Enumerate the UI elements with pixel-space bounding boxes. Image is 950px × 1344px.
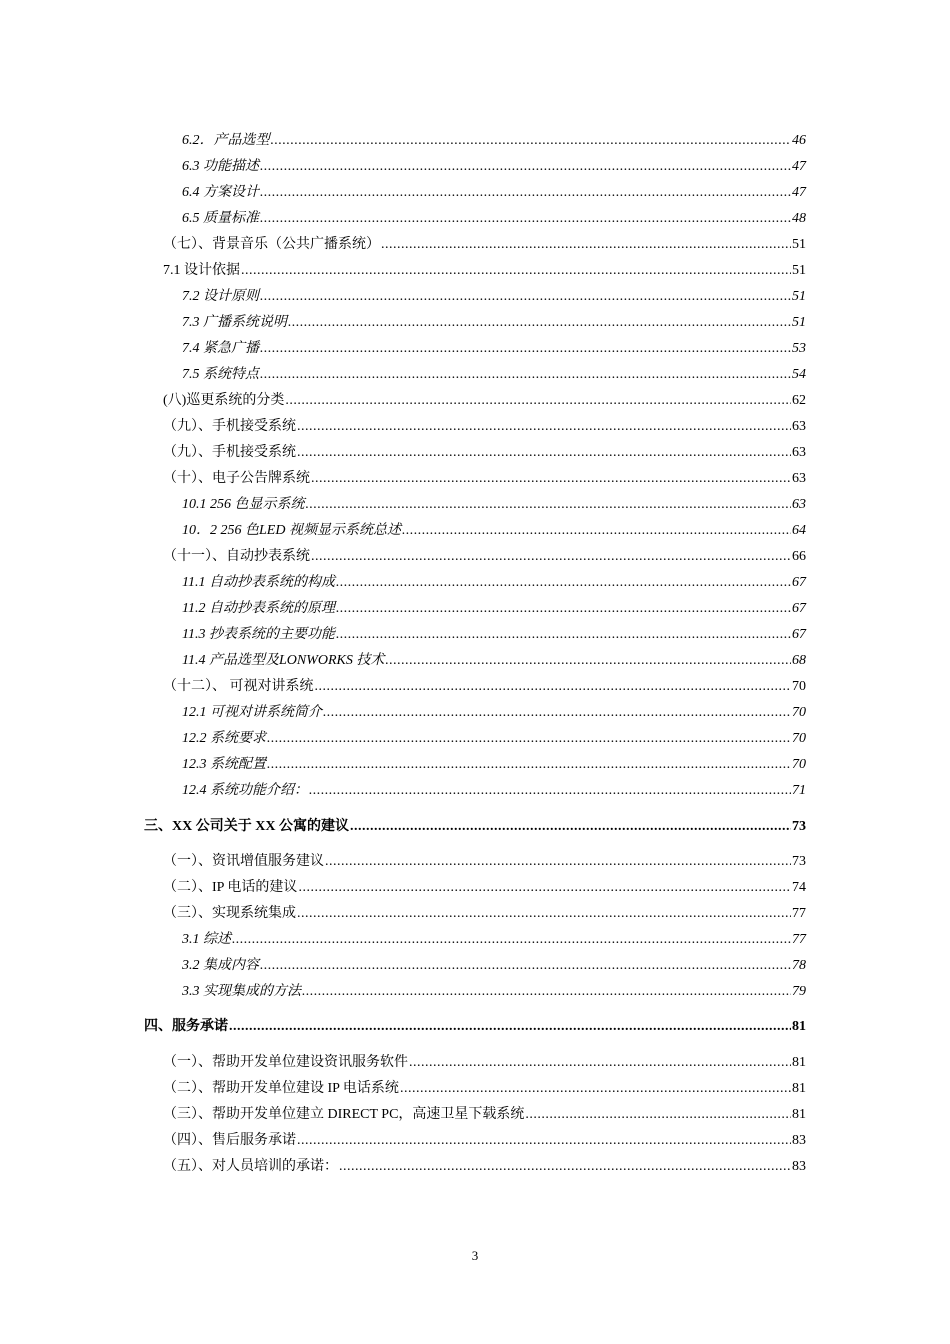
toc-entry[interactable] [182,929,806,949]
toc-entry-label: （十二）、 可视对讲系统 [163,679,314,694]
dot-leader [297,418,791,436]
toc-entry-label: 11.4 产品选型及LONWORKS 技术 [182,653,385,668]
toc-entry-page: 47 [792,159,806,174]
toc-entry-page: 51 [792,263,806,278]
toc-entry-label: （四）、售后服务承诺 [163,1133,296,1148]
dot-leader [339,1158,791,1176]
dot-leader [298,879,791,897]
dot-leader [260,366,791,384]
toc-entry-page: 81 [792,1055,806,1070]
toc-entry-page: 83 [792,1133,806,1148]
toc-entry-label: （三）、实现系统集成 [163,906,296,921]
toc-entry-label: 3.1 综述 [182,932,231,947]
toc-entry-label: （七）、背景音乐（公共广播系统） [163,237,380,252]
toc-entry-label: 11.1 自动抄表系统的构成 [182,575,335,590]
toc-entry[interactable] [182,208,806,228]
toc-entry-label: （五）、对人员培训的承诺： [163,1159,338,1174]
toc-entry[interactable] [182,624,806,644]
toc-entry[interactable] [163,1052,806,1072]
toc-entry[interactable] [182,572,806,592]
dot-leader [306,496,792,514]
toc-entry-label: 11.3 抄表系统的主要功能 [182,627,335,642]
toc-entry-page: 48 [792,211,806,226]
toc-entry-page: 54 [792,367,806,382]
toc-entry-label: 10．2 256 色LED 视频显示系统总述 [182,523,401,538]
toc-entry[interactable] [182,156,806,176]
dot-leader [260,288,791,306]
toc-entry[interactable] [182,364,806,384]
toc-entry-page: 77 [792,906,806,921]
toc-entry[interactable] [182,981,806,1001]
toc-entry-label: 7.1 设计依据 [163,263,240,278]
dot-leader [288,314,791,332]
toc-entry-label: 6.5 质量标准 [182,211,259,226]
dot-leader [267,730,791,748]
toc-entry-page: 70 [792,757,806,772]
dot-leader [271,132,792,150]
toc-entry-page: 78 [792,958,806,973]
toc-entry[interactable] [163,1104,806,1124]
toc-entry-page: 63 [792,419,806,434]
toc-entry[interactable] [163,1078,806,1098]
dot-leader [260,957,791,975]
toc-entry[interactable] [144,1016,806,1036]
toc-entry[interactable] [182,286,806,306]
toc-entry-page: 77 [792,932,806,947]
toc-entry-label: 3.3 实现集成的方法 [182,984,301,999]
dot-leader [260,210,791,228]
toc-entry[interactable] [182,338,806,358]
toc-entry-label: （一）、帮助开发单位建设资讯服务软件 [163,1055,408,1070]
toc-entry-page: 51 [792,237,806,252]
toc-entry-page: 73 [792,854,806,869]
toc-entry-page: 63 [792,497,806,512]
toc-entry-page: 64 [792,523,806,538]
toc-entry[interactable] [182,598,806,618]
toc-entry-page: 79 [792,984,806,999]
toc-entry-page: 63 [792,445,806,460]
dot-leader [285,392,791,410]
toc-entry[interactable] [182,312,806,332]
toc-entry[interactable] [163,1156,806,1176]
dot-leader [311,470,791,488]
toc-entry-label: （九）、手机接受系统 [163,445,296,460]
toc-entry[interactable] [163,234,806,254]
toc-entry[interactable] [163,676,806,696]
dot-leader [267,756,791,774]
toc-entry-label: 6.2．产品选型 [182,133,270,148]
dot-leader [297,905,791,923]
toc-entry-label: （九）、手机接受系统 [163,419,296,434]
toc-entry[interactable] [163,1130,806,1150]
dot-leader [402,522,791,540]
toc-entry[interactable] [163,877,806,897]
toc-entry[interactable] [182,780,806,800]
toc-entry-page: 51 [792,289,806,304]
toc-entry[interactable] [163,903,806,923]
toc-entry-label: （一）、资讯增值服务建议 [163,854,324,869]
toc-entry-page: 62 [792,393,806,408]
toc-entry-page: 81 [792,1019,806,1034]
page-number: 3 [471,1248,479,1263]
toc-entry-label: （二）、帮助开发单位建设 IP 电话系统 [163,1081,399,1096]
toc-entry[interactable] [163,442,806,462]
toc-entry-label: 7.4 紧急广播 [182,341,259,356]
toc-entry[interactable] [163,468,806,488]
dot-leader [311,548,791,566]
toc-entry-label: （十一）、自动抄表系统 [163,549,310,564]
toc-entry-page: 73 [792,819,806,834]
toc-entry-page: 51 [792,315,806,330]
toc-entry-label: 7.5 系统特点 [182,367,259,382]
toc-entry[interactable] [182,494,806,514]
dot-leader [325,853,791,871]
toc-entry-page: 81 [792,1107,806,1122]
toc-entry[interactable] [144,816,806,836]
toc-entry[interactable] [182,130,806,150]
toc-entry[interactable] [182,955,806,975]
toc-entry-label: 10.1 256 色显示系统 [182,497,305,512]
toc-entry-label: 12.3 系统配置 [182,757,266,772]
toc-entry-label: 3.2 集成内容 [182,958,259,973]
toc-entry[interactable] [182,520,806,540]
dot-leader [525,1106,791,1124]
dot-leader [260,184,791,202]
toc-entry-page: 70 [792,679,806,694]
toc-entry-label: (八)巡更系统的分类 [163,393,285,408]
toc-entry-page: 83 [792,1159,806,1174]
toc-entry-page: 74 [792,880,806,895]
dot-leader [409,1054,791,1072]
toc-entry-page: 53 [792,341,806,356]
toc-entry-page: 47 [792,185,806,200]
toc-entry-label: 6.3 功能描述 [182,159,259,174]
dot-leader [260,158,791,176]
toc-entry-label: （三）、帮助开发单位建立 DIRECT PC，高速卫星下载系统 [163,1107,525,1122]
dot-leader [229,1018,791,1036]
toc-entry[interactable] [163,390,806,410]
dot-leader [385,652,791,670]
dot-leader [315,678,792,696]
dot-leader [309,782,791,800]
toc-entry[interactable] [163,260,806,280]
toc-entry-label: 6.4 方案设计 [182,185,259,200]
dot-leader [302,983,791,1001]
toc-entry-page: 70 [792,705,806,720]
dot-leader [336,600,791,618]
toc-entry-page: 81 [792,1081,806,1096]
dot-leader [323,704,791,722]
toc-entry-label: 12.2 系统要求 [182,731,266,746]
toc-entry[interactable] [182,754,806,774]
toc-entry-label: （十）、电子公告牌系统 [163,471,310,486]
toc-entry[interactable] [182,728,806,748]
dot-leader [336,626,791,644]
dot-leader [381,236,791,254]
toc-entry-page: 71 [792,783,806,798]
toc-entry-label: （二）、IP 电话的建议 [163,880,298,895]
toc-entry[interactable] [163,416,806,436]
toc-entry[interactable] [163,851,806,871]
dot-leader [336,574,791,592]
toc-entry-page: 67 [792,575,806,590]
toc-entry[interactable] [182,702,806,722]
toc-entry-page: 46 [792,133,806,148]
toc-entry-page: 63 [792,471,806,486]
dot-leader [350,818,791,836]
toc-entry-page: 70 [792,731,806,746]
toc-entry-label: 12.4 系统功能介绍： [182,783,308,798]
dot-leader [241,262,791,280]
toc-entry-label: 四、服务承诺 [144,1019,228,1034]
toc-entry[interactable] [182,182,806,202]
dot-leader [232,931,791,949]
dot-leader [260,340,791,358]
toc-entry-page: 67 [792,601,806,616]
toc-entry-page: 67 [792,627,806,642]
dot-leader [297,444,791,462]
toc-entry[interactable] [163,546,806,566]
dot-leader [400,1080,791,1098]
toc-entry-label: 11.2 自动抄表系统的原理 [182,601,335,616]
toc-entry-page: 68 [792,653,806,668]
toc-entry[interactable] [182,650,806,670]
toc-entry-label: 三、XX 公司关于 XX 公寓的建议 [144,819,349,834]
toc-entry-label: 12.1 可视对讲系统简介 [182,705,322,720]
toc-entry-label: 7.3 广播系统说明 [182,315,287,330]
toc-entry-label: 7.2 设计原则 [182,289,259,304]
toc-entry-page: 66 [792,549,806,564]
dot-leader [297,1132,791,1150]
